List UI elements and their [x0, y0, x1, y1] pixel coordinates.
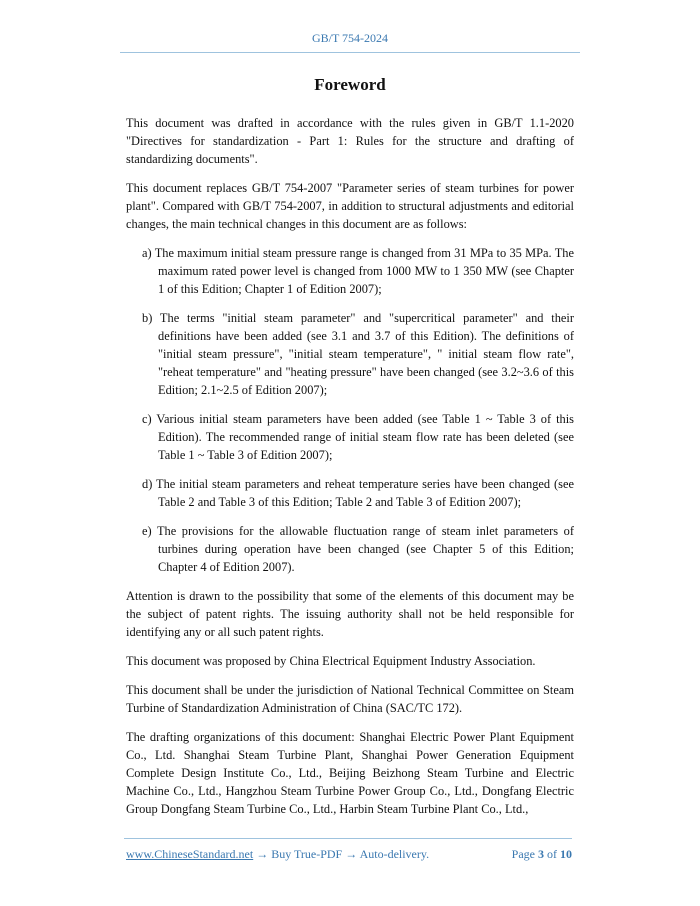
promo-text: → Buy True-PDF → Auto-delivery.	[253, 847, 430, 861]
paragraph: This document replaces GB/T 754-2007 "Parameter series of steam turbines for power plant". Compared with GB/T 754-2007, in addition to structural adjustments and editorial changes, the main technical changes in this document are as follows:	[126, 181, 574, 231]
document-body	[126, 114, 574, 829]
change-item-d: d) The initial steam parameters and reheat temperature series have been changed (see Table 2 and Table 3 of this Edition; Table 2 and Table 3 of Edition 2007);	[142, 477, 574, 509]
page-total: 10	[560, 847, 572, 861]
page-current: 3	[538, 847, 544, 861]
paragraph: This document was proposed by China Electrical Equipment Industry Association.	[126, 654, 536, 668]
header-divider	[120, 52, 580, 53]
paragraph: This document shall be under the jurisdiction of National Technical Committee on Steam Turbine of Standardization Administration of China (SAC/TC 172).	[126, 683, 574, 715]
page-footer	[126, 847, 572, 862]
site-link[interactable]: www.ChineseStandard.net	[126, 847, 254, 861]
footer-divider	[124, 838, 572, 839]
paragraph: This document was drafted in accordance with the rules given in GB/T 1.1-2020 "Directives for standardization - Part 1: Rules for the structure and drafting of standardizing documents".	[126, 116, 574, 166]
page-of: of	[547, 847, 557, 861]
change-item-c: c) Various initial steam parameters have been added (see Table 1 ~ Table 3 of this Edition). The recommended range of initial steam flow rate has been deleted (see Table 1 ~ Table 3 of Edition 2007);	[142, 412, 574, 462]
paragraph: The drafting organizations of this document: Shanghai Electric Power Plant Equipment Co., Ltd. Shanghai Steam Turbine Plant, Shanghai Power Generation Equipment Complete Design Institute Co., Ltd., Beijing Beizhong Steam Turbine and Electric Machine Co., Ltd., Hangzhou Steam Turbine Power Group Co., Ltd., Dongfang Electric Group Dongfang Steam Turbine Co., Ltd., Harbin Steam Turbine Plant Co., Ltd.,	[126, 730, 574, 816]
page-label: Page	[511, 847, 535, 861]
page-title: Foreword	[314, 75, 386, 94]
change-item-b: b) The terms "initial steam parameter" and "supercritical parameter" and their definitions have been added (see 3.1 and 3.7 of this Edition). The definitions of "initial steam pressure", "initial steam temperature", " initial steam flow rate", "reheat temperature" and "heating pressure" have been changed (see 3.2~3.6 of this Edition; 2.1~2.5 of Edition 2007);	[142, 311, 574, 397]
change-item-a: a) The maximum initial steam pressure range is changed from 31 MPa to 35 MPa. The maximum rated power level is changed from 1000 MW to 1 350 MW (see Chapter 1 of this Edition; Chapter 1 of Edition 2007);	[142, 246, 574, 296]
paragraph: Attention is drawn to the possibility that some of the elements of this document may be the subject of patent rights. The issuing authority shall not be held responsible for identifying any or all such patent rights.	[126, 589, 574, 639]
change-item-e: e) The provisions for the allowable fluctuation range of steam inlet parameters of turbines during operation have been changed (see Chapter 5 of this Edition; Chapter 4 of Edition 2007).	[142, 524, 574, 574]
page-number	[512, 847, 572, 862]
page-header: GB/T 754-2024	[311, 31, 389, 45]
